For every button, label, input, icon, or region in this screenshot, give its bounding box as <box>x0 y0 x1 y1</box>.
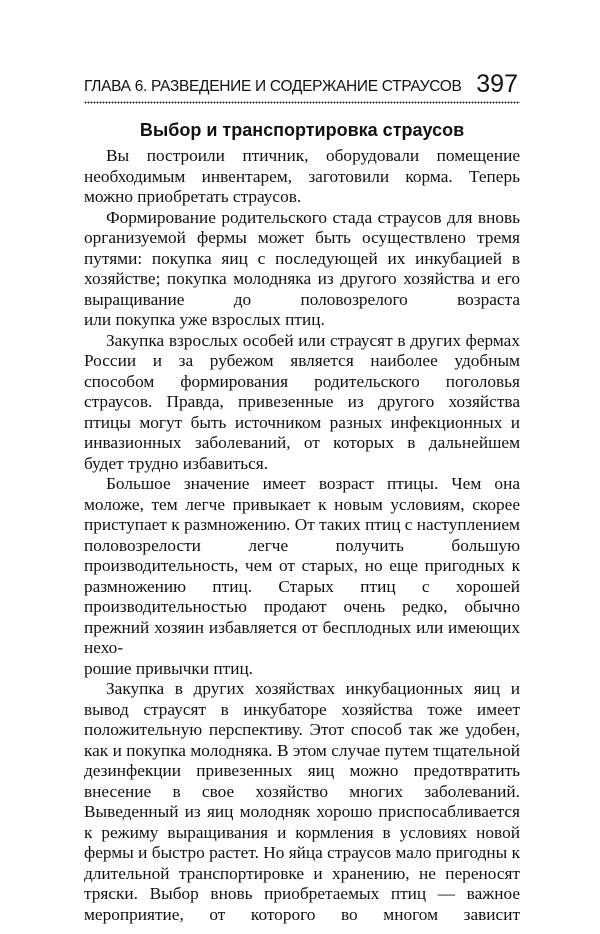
paragraph-last-line: или покупка уже взрослых птиц. <box>84 310 325 329</box>
paragraph-body: Закупка в других хозяйствах инкубационных яиц и вывод страусят в инкубаторе хозяйства тоже имеет положительную перспективу. Этот способ так же удобен, как и покупка молодняка. В этом случае путем тщательной дезинфекции привезенных яиц можно предотвратить внесение в свое хозяйство многих заболеваний. Выведенный из яиц молодняк хорошо приспосабливается к режиму выращивания и кормления в условиях новой фермы и быстро растет. Но яйца страусов мало пригодны к длительной транспортировке и хранению, не переносят тряски. Выбор вновь приобретаемых птиц — важное мероприятие, от которого во многом зависит <box>84 679 520 924</box>
chapter-title: ГЛАВА 6. РАЗВЕДЕНИЕ И СОДЕРЖАНИЕ СТРАУСОВ <box>84 78 462 95</box>
page-number: 397 <box>476 70 518 98</box>
paragraph-3 <box>84 331 520 475</box>
paragraph-body: Большое значение имеет возраст птицы. Чем она моложе, тем легче привыкает к новым условиям, скорее приступает к размножению. От таких птиц с наступлением половозрелости легче получить большую производительность, чем от старых, но еще пригодных к размножению птиц. Старых птиц с хорошей производительностью продают очень редко, обычно прежний хозяин избавляется от бесплодных или имеющих нехо- <box>84 474 520 657</box>
paragraph-body: Формирование родительского стада страусов для вновь организуемой фермы может быть осуществлено тремя путями: покупка яиц с последующей их инкубацией в хозяйстве; покупка молодняка из другого хозяйства и его выращивание до половозрелого возраста <box>84 207 520 309</box>
section-title: Выбор и транспортировка страусов <box>139 120 465 140</box>
paragraph-last-line: рошие привычки птиц. <box>84 658 254 678</box>
paragraph-5 <box>84 679 520 925</box>
body-text <box>84 146 520 925</box>
paragraph-last-line: можно приобретать страусов. <box>84 187 302 206</box>
paragraph-4 <box>84 474 520 679</box>
paragraph-last-line: будет трудно избавиться. <box>84 453 269 473</box>
paragraph-2 <box>84 208 520 331</box>
header-dotted-rule <box>84 101 520 105</box>
paragraph-body: Вы построили птичник, оборудовали помещение необходимым инвентарем, заготовили корма. Теперь <box>84 146 520 186</box>
paragraph-1 <box>84 146 520 208</box>
paragraph-body: Закупка взрослых особей или страусят в других фермах России и за рубежом является наиболее удобным способом формирования родительского поголовья страусов. Правда, привезенные из другого хозяйства птицы могут быть источником разных инфекционных и инвазионных заболеваний, от которых в дальнейшем <box>84 330 520 452</box>
